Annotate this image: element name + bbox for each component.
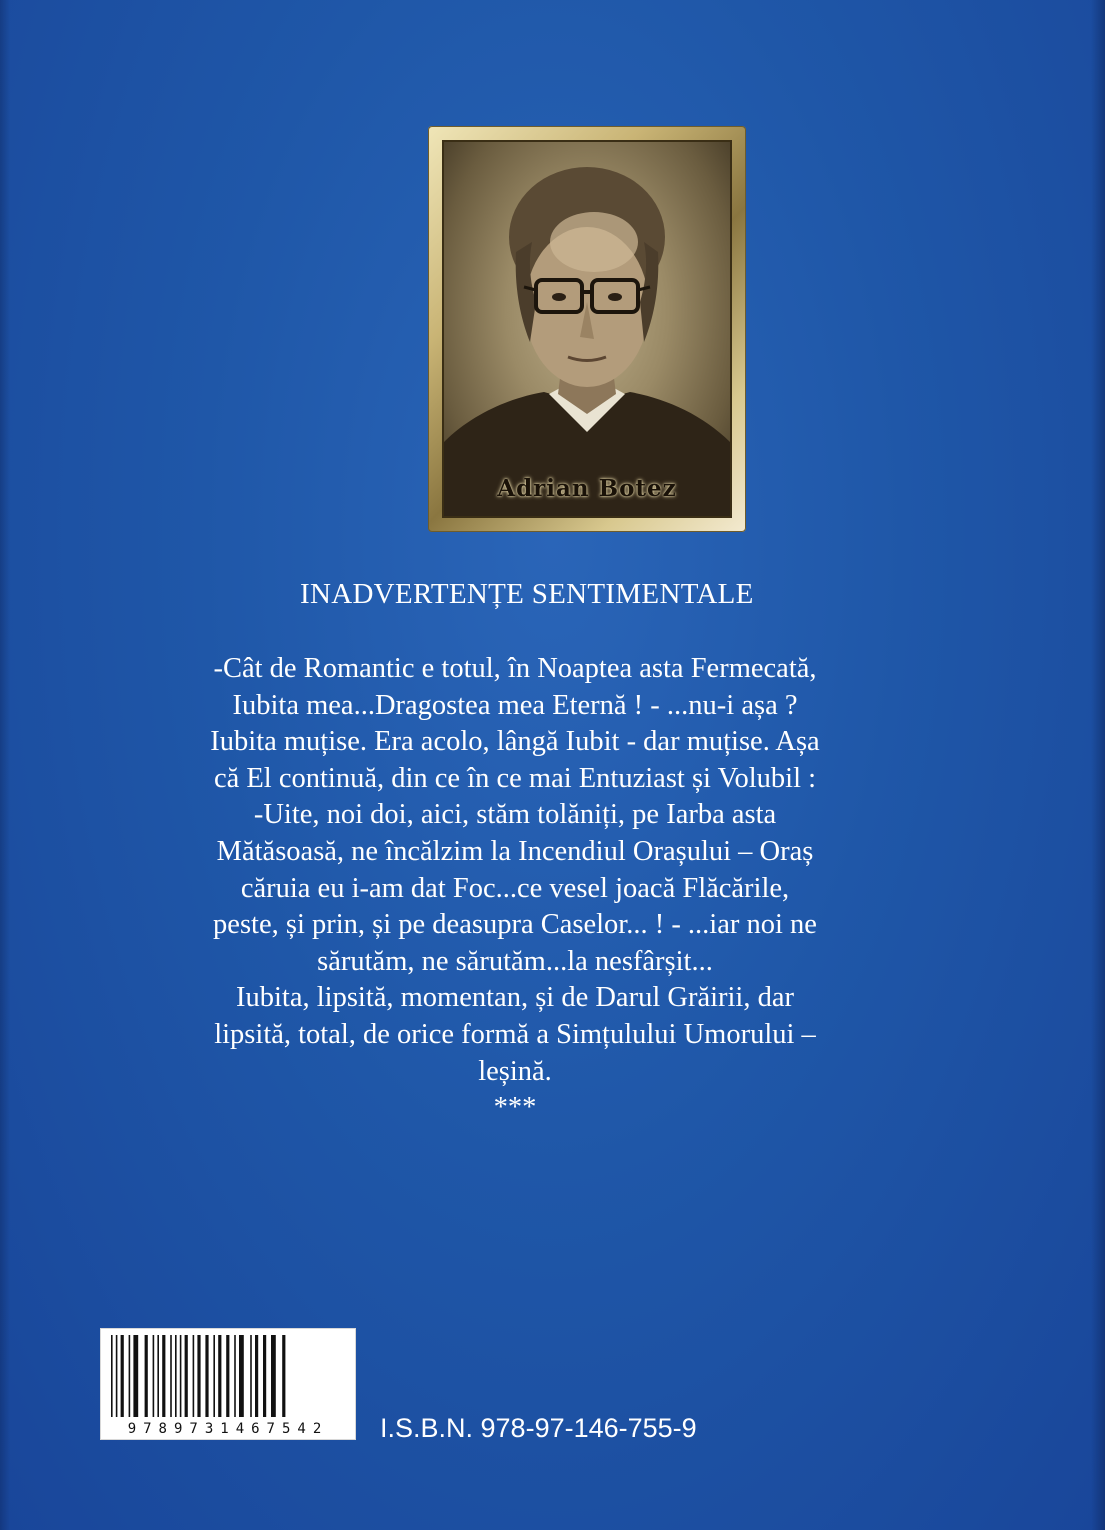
barcode-bar [213,1335,215,1417]
excerpt-line: că El continuă, din ce în ce mai Entuziast și Volubil : [213,762,817,794]
barcode-bar [153,1335,155,1417]
barcode-bar [218,1335,221,1417]
excerpt-line: Iubita, lipsită, momentan, și de Darul Grăirii, dar [236,982,794,1014]
excerpt-line: -Uite, noi doi, aici, stăm tolăniți, pe Iarba asta [253,799,777,831]
excerpt-end-marker: *** [493,1092,537,1124]
author-photo-image [444,142,730,516]
barcode-bar [193,1335,195,1417]
barcode-bar [205,1335,208,1417]
barcode-bar [234,1335,236,1417]
barcode-bar [111,1335,113,1417]
author-name: Adrian Botez [497,475,677,502]
excerpt-line: peste, și prin, și pe deasupra Caselor... ! - ...iar noi ne [213,909,817,941]
barcode-digits: 9789731467542 [127,1421,329,1437]
excerpt-line: sărutăm, ne sărutăm...la nesfârșit... [317,945,713,977]
barcode-bar [250,1335,252,1417]
cover-left-edge-shadow [0,0,10,1530]
barcode-bar [197,1335,200,1417]
excerpt-line: Iubita muțise. Era acolo, lângă Iubit - dar muțise. Așa [210,726,820,758]
author-portrait-frame [428,126,746,532]
barcode-bar [116,1335,118,1417]
barcode-bar [170,1335,172,1417]
book-title: INADVERTENȚE SENTIMENTALE [300,578,754,610]
excerpt-line: leșină. [478,1055,552,1087]
author-portrait [442,140,732,518]
cover-right-edge-shadow [1091,0,1105,1530]
barcode-bar [226,1335,229,1417]
isbn-barcode [100,1328,356,1440]
barcode-bar [133,1335,138,1417]
excerpt-line: Iubita mea...Dragostea mea Eternă ! - ...nu-i așa ? [232,689,798,721]
barcode-bars [101,1329,355,1421]
barcode-bar [263,1335,266,1417]
barcode-bar [185,1335,188,1417]
barcode-bar [271,1335,276,1417]
barcode-bar [175,1335,177,1417]
isbn-number: I.S.B.N. 978-97-146-755-9 [380,1413,697,1443]
barcode-bar [239,1335,244,1417]
barcode-bar [157,1335,159,1417]
poem-excerpt [150,651,880,1127]
excerpt-line: -Cât de Romantic e totul, în Noaptea asta Fermecată, [213,653,817,684]
excerpt-line: lipsită, total, de orice formă a Simțulului Umorului – [214,1018,816,1050]
barcode-bar [129,1335,131,1417]
barcode-bar [162,1335,165,1417]
barcode-bar [282,1335,285,1417]
barcode-bar [121,1335,124,1417]
barcode-bar [255,1335,258,1417]
barcode-bar [180,1335,182,1417]
barcode-bar [145,1335,148,1417]
excerpt-line: căruia eu i-am dat Foc...ce vesel joacă Flăcările, [240,872,790,904]
excerpt-line: Mătăsoasă, ne încălzim la Incendiul Orașului – Oraș [216,835,814,867]
